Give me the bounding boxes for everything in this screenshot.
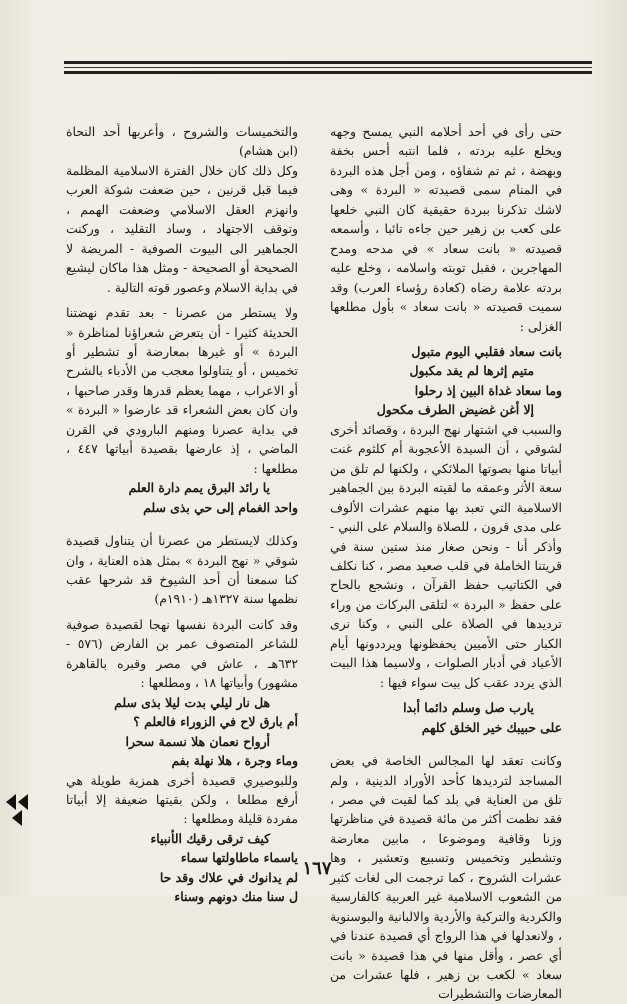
left-verse-3-line-1: أرواح نعمان هلا نسمة سحرا [125,733,270,749]
left-paragraph-2: وكل ذلك كان خلال الفترة الاسلامية المظلمة فيما قبل قرنين ، حين ضعفت شوكة العرب وانهزم العقل الاسلامي وضعفت الهمم ، وتوقف الاجتهاد ، وساد التقليد ، وركنت الجماهير الى البيوت الصوفية - المريضة لا الصحيحة أو الصحيحة - ومثل هذا ماكان ليشيع في بداية الاسلام وعصور قوته التالية . [66,162,298,295]
left-verse-2-line-2: أم بارق لاح في الزوراء فالعلم ؟ [133,714,298,730]
header-rule-bottom [64,71,592,74]
right-verse-2-line-1: وما سعاد غداة البين إذ رحلوا [414,382,562,398]
right-column [330,122,562,1004]
left-verse-5-line-2: ل سنا منك دونهم وسناء [174,889,298,905]
header-rule-top [64,61,592,64]
left-paragraph-1: والتخميسات والشروح ، وأعربها أحد النحاة (ابن هشام) [66,124,298,159]
left-paragraph-6: وللبوصيري قصيدة أخرى همزية طويلة هي أرفع مطلعا ، ولكن بقيتها ضعيفة إلا أبياتا مفردة قليلة ومطلعها : [66,772,298,827]
left-verse-3-line-2: وماء وجرة ، هلا نهلة بفم [171,753,298,769]
left-verse-5-line-1: لم يدانوك في علاك وقد حا [159,869,298,885]
left-verse-1-line-1: يا رائد البرق يمم دارة العلم [128,480,270,496]
left-column [66,122,298,907]
right-verse-1-line-2: متيم إثرها لم يفد مكبول [409,363,534,379]
page-number: ١٦٧ [302,858,332,879]
left-paragraph-3: ولا يستطر من عصرنا - بعد تقدم نهضتنا الحديثة كثيرا - أن يتعرض شعراؤنا لمناظرة « البردة » أو غيرها بمعارضة أو تشطير أو تخميس ، أو يتناولوا معجب من الأدباء بالشرح أو الاعراب ، مهما يعظم قدرها وقدر صاحبها ، وان كان بعض الشعراء قد عارضوا « البردة » في بداية عصرنا ومنهم البارودي في القرن الماضي ، إذ عارضها بقصيدة أبياتها ٤٤٧ ، مطلعها : [66,305,298,476]
left-verse-4-line-2: ياسماء ماطاولتها سماء [180,850,298,866]
right-verse-3-line-2: على حبيبك خير الخلق كلهم [421,719,562,735]
left-verse-2-line-1: هل نار ليلي بدت ليلا بذى سلم [114,694,270,710]
left-paragraph-5: وقد كانت البردة نفسها نهجا لقصيدة صوفية للشاعر المتصوف عمر بن الفارض (٥٧٦ - ٦٣٢هـ ، عاش في مصر وقبره بالقاهرة مشهور) وأبياتها ١٨ ، ومطلعها : [66,616,298,691]
right-paragraph-3: وكانت تعقد لها المجالس الخاصة في بعض المساجد لترديدها كأحد الأوراد الدينية ، ولم تلق من العناية في بلد كما لقيت في مصر ، فقد نظمت أكثر من مائة قصيدة في مناظرتها وزنا وقافية وموضوعا ، مابين معارضة وتشطير وتخميس وتسبيع وتعشير ، وها عشرات الشروح ، كما ترجمت الى لغات كثير من الشعوب الاسلامية غير العربية كالفارسية والكردية والتركية والأردية والالبانية والبوسنوية ، ولانعدلها في هذا الرواج أي قصيدة عندنا في أي عصر ، وأقل منها في هذا قصيدة « بانت سعاد » لكعب بن زهير ، فلها عشرات من المعارضات والتشطيرات [330,753,562,1002]
right-paragraph-2: والسبب في اشتهار نهج البردة ، وقصائد أخرى لشوقي ، أن السيدة الأعجوبة أم كلثوم غنت أبياتا منها بصوتها الملائكي ، ولكنها لم تلق من سعة الأثر وعمقه ما لقيته البردة بين الجماهير الاسلامية التي تعبد بها منهم عشرات الألوف على مدى قرون ، للصلاة والسلام على النبي - وأذكر أنا - ونحن صغار منذ ستين سنة في قريتنا الخاملة في قلب صعيد مصر ، كنا نكلف في الكتاتيب حفظ القرآن ، ونشجع بالحاح على حفظ « البردة » لتلقى البركات من وراء ترديدها في الصلاة على النبي ، وكنا نرى الكبار حتى الأميين يحفظونها ويرددونها أيام الأعياد في أدبار الصلوات ، ولاسيما هذا البيت الذي يردد عقب كل بيت سواء فيها : [330,421,562,690]
right-verse-3-line-1: يارب صل وسلم دائما أبدا [403,700,534,716]
header-rule-middle [64,67,592,68]
right-verse-1-line-1: بانت سعاد فقلبي اليوم متبول [411,343,562,359]
left-verse-1-line-2: واحد الغمام إلى حي بذى سلم [143,499,298,515]
right-verse-2-line-2: إلا أغن غضيض الطرف مكحول [376,402,534,418]
left-verse-4-line-1: كيف ترقى رقيك الأنبياء [150,830,270,846]
right-paragraph-1: حتى رأى في أحد أحلامه النبي يمسح وجهه ويخلع عليه بردته ، فلما انتبه أحس بخفة وبهضة ، ثم تم شفاؤه ، ومن أجل هذه البردة في المنام سمى قصيدته « البردة » وهى لاشك تذكرنا ببردة حقيقية كان النبي خلعها على كعب بن زهير حين جاءه تائبا ، وأسمعه قصيدته « بانت سعاد » في مدحه ومدح المهاجرين ، فقبل توبته واسلامه ، وخلع عليه بردته علامة رضاه (كعادة رؤساء العرب) وقد سميت قصيدته « بانت سعاد » بأول مطلعها الغزلى : [330,124,562,334]
left-paragraph-4: وكذلك لايستطر من عصرنا أن يتناول قصيدة شوقي « نهج البردة » بمثل هذه العناية ، وان كنا سمعنا أن أحد الشيوخ قد شرحها عقب نظمها سنة ١٣٢٧هـ (١٩١٠م) [66,533,298,607]
page-turn-arrows-icon[interactable] [4,790,30,826]
